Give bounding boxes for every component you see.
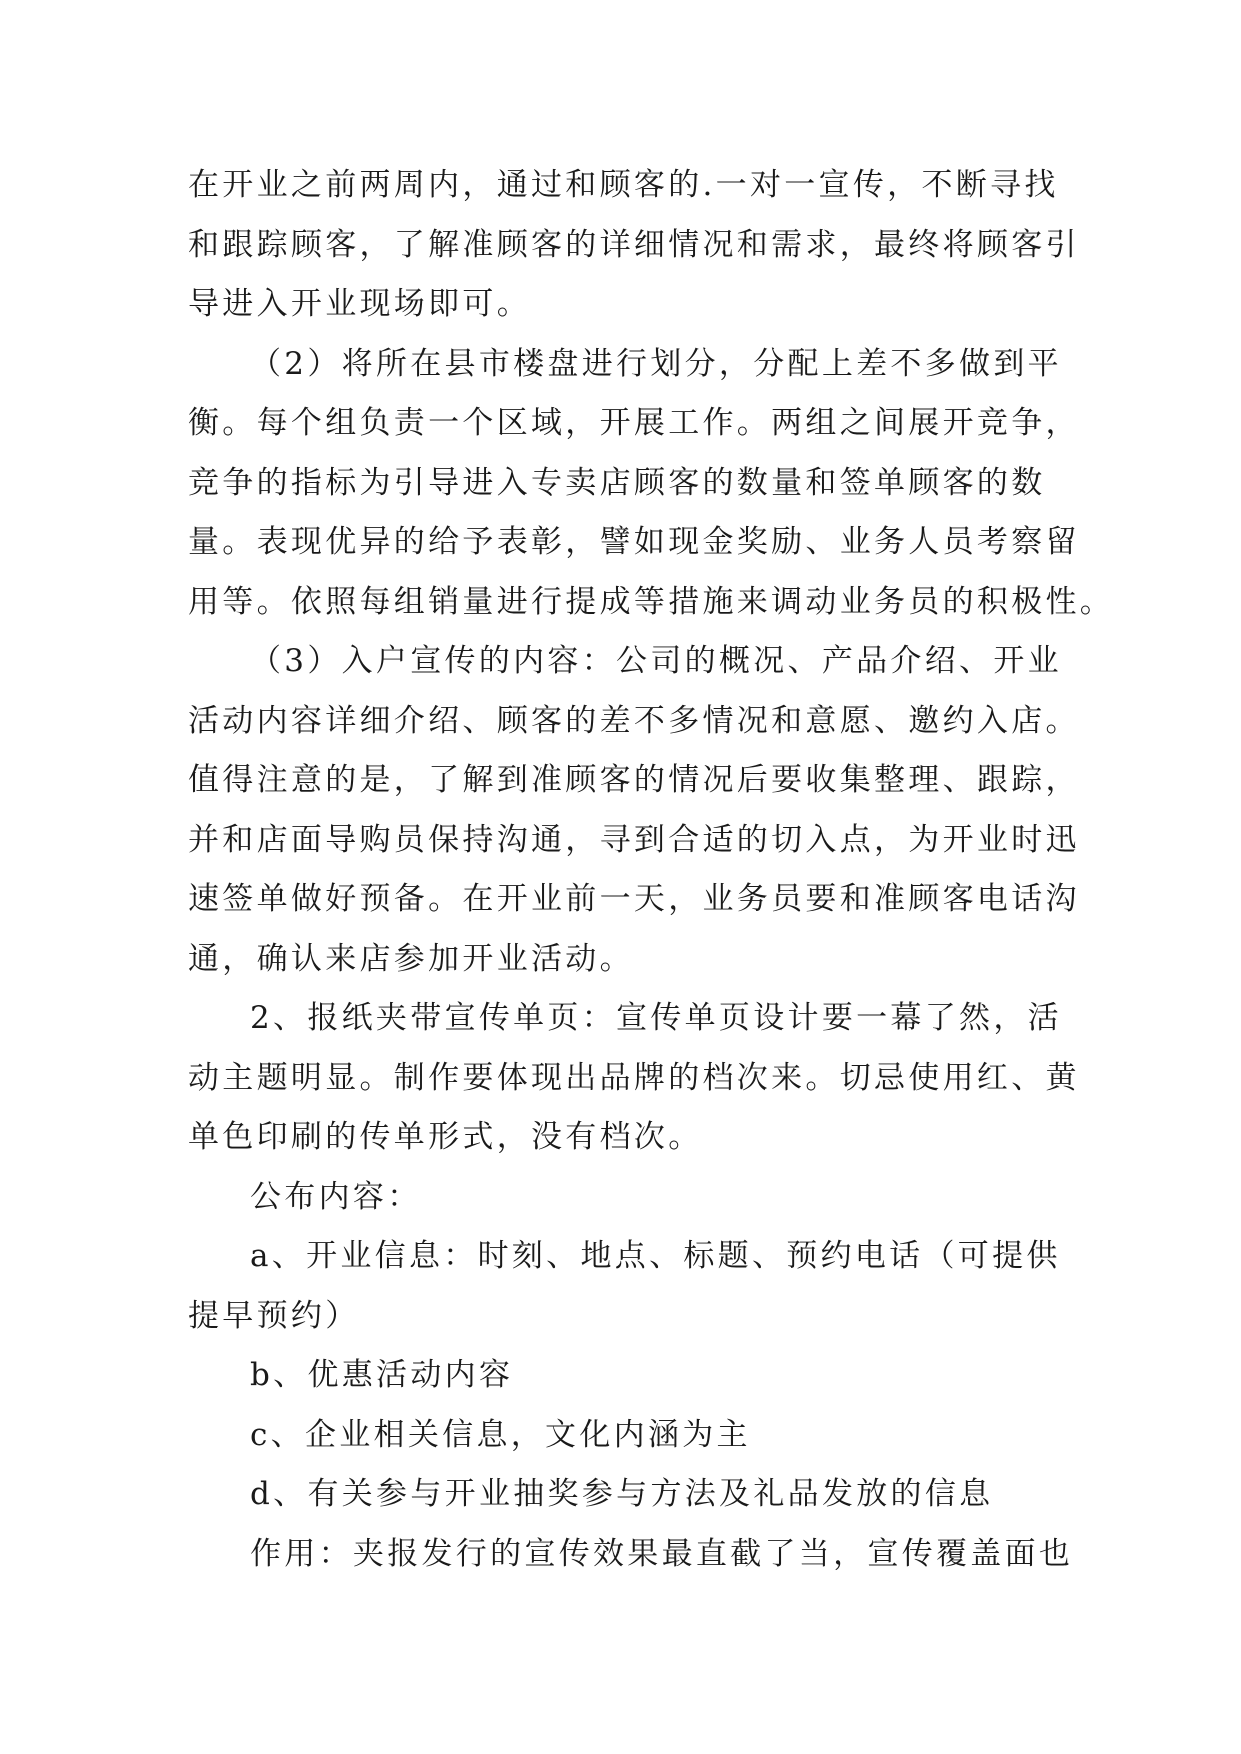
- text-line: 活动内容详细介绍、顾客的差不多情况和意愿、邀约入店。: [188, 702, 1080, 739]
- text-line: 量。表现优异的给予表彰，譬如现金奖励、业务人员考察留: [188, 524, 1080, 560]
- text-line: 速签单做好预备。在开业前一天，业务员要和准顾客电话沟: [188, 881, 1080, 917]
- text-line: d、有关参与开业抽奖参与方法及礼品发放的信息: [250, 1476, 994, 1512]
- text-line: 单色印刷的传单形式，没有档次。: [188, 1119, 703, 1155]
- text-line: b、优惠活动内容: [250, 1357, 514, 1393]
- text-line: 动主题明显。制作要体现出品牌的档次来。切忌使用红、黄: [188, 1059, 1080, 1096]
- document-body: [188, 156, 1115, 1584]
- text-line: 竞争的指标为引导进入专卖店顾客的数量和签单顾客的数: [188, 464, 1046, 501]
- text-line: （3）入户宣传的内容：公司的概况、产品介绍、开业: [250, 643, 1062, 679]
- text-line: 导进入开业现场即可。: [188, 286, 531, 322]
- text-line: 公布内容：: [250, 1178, 422, 1215]
- text-line: 通，确认来店参加开业活动。: [188, 940, 634, 977]
- text-line: 2、报纸夹带宣传单页：宣传单页设计要一幕了然，活: [250, 1000, 1062, 1036]
- text-line: 用等。依照每组销量进行提成等措施来调动业务员的积极性。: [188, 583, 1115, 620]
- text-line: c、企业相关信息，文化内涵为主: [250, 1416, 751, 1453]
- text-line: 值得注意的是，了解到准顾客的情况后要收集整理、跟踪，: [188, 762, 1080, 798]
- text-line: 提早预约）: [188, 1297, 360, 1334]
- text-line: 衡。每个组负责一个区域，开展工作。两组之间展开竞争，: [188, 405, 1080, 441]
- text-line: a、开业信息：时刻、地点、标题、预约电话（可提供: [250, 1238, 1061, 1274]
- text-line: 和跟踪顾客，了解准顾客的详细情况和需求，最终将顾客引: [188, 226, 1080, 263]
- text-line: 在开业之前两周内，通过和顾客的.一对一宣传，不断寻找: [188, 167, 1059, 203]
- text-line: 并和店面导购员保持沟通，寻到合适的切入点，为开业时迅: [188, 821, 1080, 858]
- text-line: （2）将所在县市楼盘进行划分，分配上差不多做到平: [250, 345, 1062, 382]
- text-line: 作用：夹报发行的宣传效果最直截了当，宣传覆盖面也: [250, 1535, 1074, 1572]
